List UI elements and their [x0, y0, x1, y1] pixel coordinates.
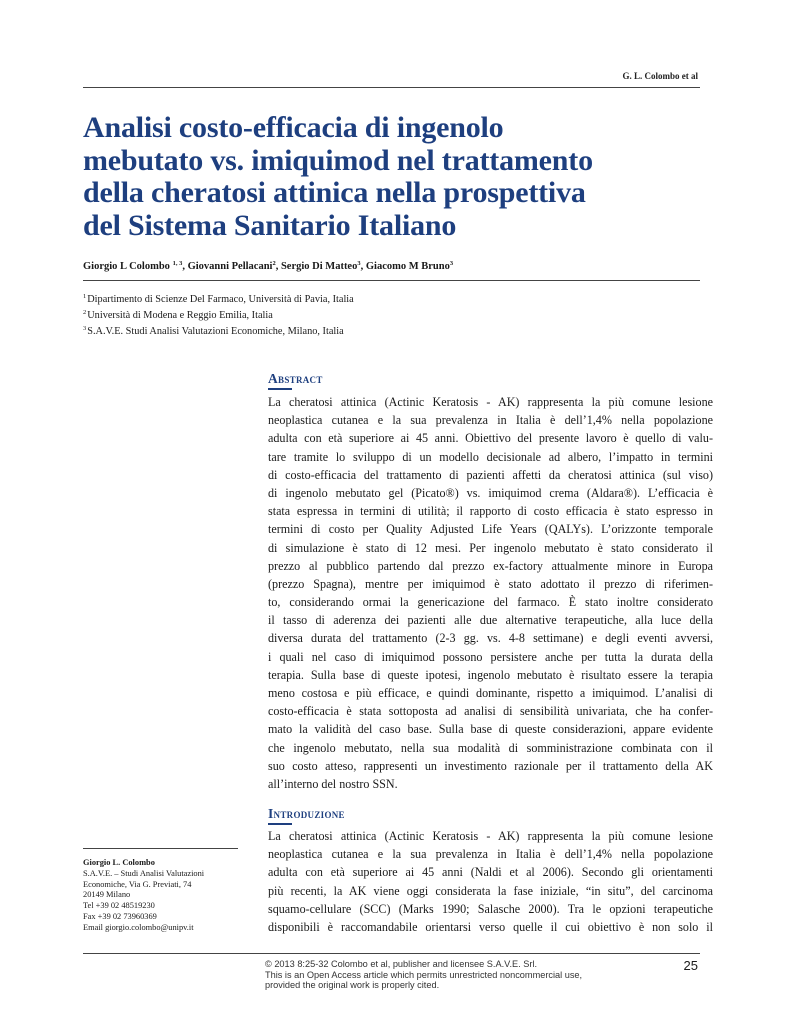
abstract-line: La cheratosi attinica (Actinic Keratosis - AK) rappresenta la più comune lesione	[268, 395, 713, 409]
introduction-line: squamo-cellulare (SCC) (Marks 1990; Salasche 2000). Tra le opzioni terapeutiche	[268, 901, 713, 916]
abstract-body	[268, 393, 713, 793]
author-name: Giorgio L Colombo	[83, 261, 170, 272]
abstract-line: tare tramite lo sviluppo di un modello decisionale ad albero, l’impatto in termini	[268, 449, 713, 464]
author-affiliation-marker: 3	[357, 260, 361, 267]
title-line: della cheratosi attinica nella prospettiva	[83, 176, 586, 209]
footer-rule	[83, 953, 700, 954]
author-affiliation-marker: 2	[272, 260, 276, 267]
abstract-line: prezzo al pubblico partendo dal prezzo ex-factory attualmente minore in Europa	[268, 558, 713, 573]
abstract-line: diversa durata del trattamento (2-3 gg. vs. 4-8 settimane) e degli eventi avversi,	[268, 631, 713, 646]
introduction-body	[268, 827, 713, 936]
abstract-line: il tasso di aderenza dei pazienti alle due alternative terapeutiche, alla luce della	[268, 613, 713, 628]
abstract-line: termini di costo per Quality Adjusted Life Years (QALYs). L’orizzonte temporale	[268, 522, 713, 537]
correspondence-line: Economiche, Via G. Previati, 74	[83, 879, 192, 889]
correspondence-name: Giorgio L. Colombo	[83, 858, 155, 867]
affiliation-text: S.A.V.E. Studi Analisi Valutazioni Economiche, Milano, Italia	[87, 326, 344, 337]
abstract-line: che ingenolo mebutato, nella sua modalità di somministrazione combinata con il	[268, 740, 713, 755]
title-line: del Sistema Sanitario Italiano	[83, 208, 457, 242]
copyright-footer	[265, 959, 582, 991]
abstract-heading-underline	[268, 388, 292, 390]
introduction-line: neoplastica cutanea e la sua prevalenza in Italia è dell’1,4% nella popolazione	[268, 847, 713, 862]
abstract-heading: Abstract	[268, 371, 323, 386]
author-name: Sergio Di Matteo	[280, 261, 358, 272]
authors-rule	[83, 280, 700, 281]
author-separator: ,	[182, 261, 188, 272]
affiliation-item	[83, 321, 354, 337]
introduction-line: disponibili è raccomandabile orientarsi verso quelle il cui obiettivo è non solo il	[268, 919, 713, 934]
correspondence-rule	[83, 848, 238, 849]
abstract-line: all’interno del nostro SSN.	[268, 776, 398, 791]
author-name: Giovanni Pellacani	[187, 261, 273, 272]
header-rule	[83, 87, 700, 88]
abstract-line: neoplastica cutanea e la sua prevalenza in Italia è dell’1,4% nella popolazione	[268, 413, 713, 428]
abstract-line: di simulazione è stato di 12 mesi. Per ingenolo mebutato è stato considerato il	[268, 540, 713, 555]
running-head: G. L. Colombo et al	[622, 71, 698, 81]
abstract-line: terapia. Sulla base di queste ipotesi, ingenolo mebutato è risultato essere la terapia	[268, 667, 713, 682]
introduction-heading: Introduzione	[268, 806, 345, 821]
introduction-heading-underline	[268, 823, 292, 825]
footer-line: © 2013 8:25-32 Colombo et al, publisher and licensee S.A.V.E. Srl.	[265, 959, 538, 969]
author-separator: ,	[275, 261, 281, 272]
abstract-line: suo costo atteso, rappresenti un investimento razionale per il trattamento della AK	[268, 758, 713, 773]
introduction-line: La cheratosi attinica (Actinic Keratosis - AK) rappresenta la più comune lesione	[268, 829, 713, 843]
author-affiliation-marker: 3	[449, 260, 454, 267]
affiliation-item	[83, 305, 354, 321]
abstract-line: to, considerando ormai la genericazione del farmaco. È stato inoltre considerato	[268, 595, 713, 610]
affiliation-item	[83, 289, 354, 305]
correspondence-line: Tel +39 02 48519230	[83, 901, 155, 911]
introduction-line: più recenti, la AK viene oggi considerata la fase iniziale, “in situ”, del carcinoma	[268, 883, 713, 898]
abstract-line: mato la validità del caso base. Sulla base di queste considerazioni, appare evidente	[268, 722, 713, 737]
correspondence-email[interactable]: Email giorgio.colombo@unipv.it	[83, 922, 194, 932]
abstract-line: i quali nel caso di imiquimod possono persistere anche per tutta la durata della	[268, 649, 713, 664]
correspondence-line: S.A.V.E. – Studi Analisi Valutazioni	[83, 868, 205, 878]
affiliation-text: Dipartimento di Scienze Del Farmaco, Università di Pavia, Italia	[87, 294, 354, 305]
article-title	[83, 112, 703, 242]
abstract-line: (prezzo Spagna), mentre per imiquimod è stato adottato il prezzo di riferimen-	[268, 576, 713, 591]
page-number: 25	[683, 958, 698, 973]
affiliation-number: 1	[83, 293, 87, 300]
author-name: Giacomo M Bruno	[365, 261, 450, 272]
abstract-line: stata espressa in termini di utilità; il rapporto di costo efficacia è stato espresso in	[268, 504, 713, 519]
author-affiliation-marker: 1, 3	[172, 260, 183, 267]
abstract-line: di ingenolo mebutato gel (Picato®) vs. imiquimod crema (Aldara®). L’efficacia è	[268, 485, 713, 500]
correspondence-line: Fax +39 02 73960369	[83, 911, 157, 921]
abstract-line: di costo-efficacia del trattamento di pazienti affetti da cheratosi attinica (sul viso)	[268, 467, 713, 482]
abstract-line: meno costosa e più efficace, e quindi dominante, rispetto a imiquimod. L’analisi di	[268, 686, 713, 700]
affiliation-number: 3	[83, 325, 87, 332]
author-separator: ,	[360, 261, 366, 272]
author-list	[83, 260, 703, 272]
footer-line: provided the original work is properly cited.	[265, 980, 440, 990]
footer-line: This is an Open Access article which permits unrestricted noncommercial use,	[265, 969, 583, 980]
title-line: Analisi costo-efficacia di ingenolo	[83, 111, 504, 144]
correspondence-line: 20149 Milano	[83, 890, 131, 900]
abstract-line: costo-efficacia è stata sottoposta ad analisi di sensibilità univariata, che ha confer-	[268, 704, 713, 719]
abstract-line: adulta con età superiore ai 45 anni. Obiettivo del presente lavoro è quello di valu-	[268, 431, 713, 446]
title-line: mebutato vs. imiquimod nel trattamento	[83, 143, 593, 177]
affiliation-number: 2	[83, 309, 87, 316]
affiliation-list	[83, 289, 354, 337]
introduction-line: adulta con età superiore ai 45 anni (Naldi et al 2006). Secondo gli orientamenti	[268, 865, 713, 880]
correspondence-block	[83, 858, 204, 934]
affiliation-text: Università di Modena e Reggio Emilia, Italia	[87, 310, 273, 321]
